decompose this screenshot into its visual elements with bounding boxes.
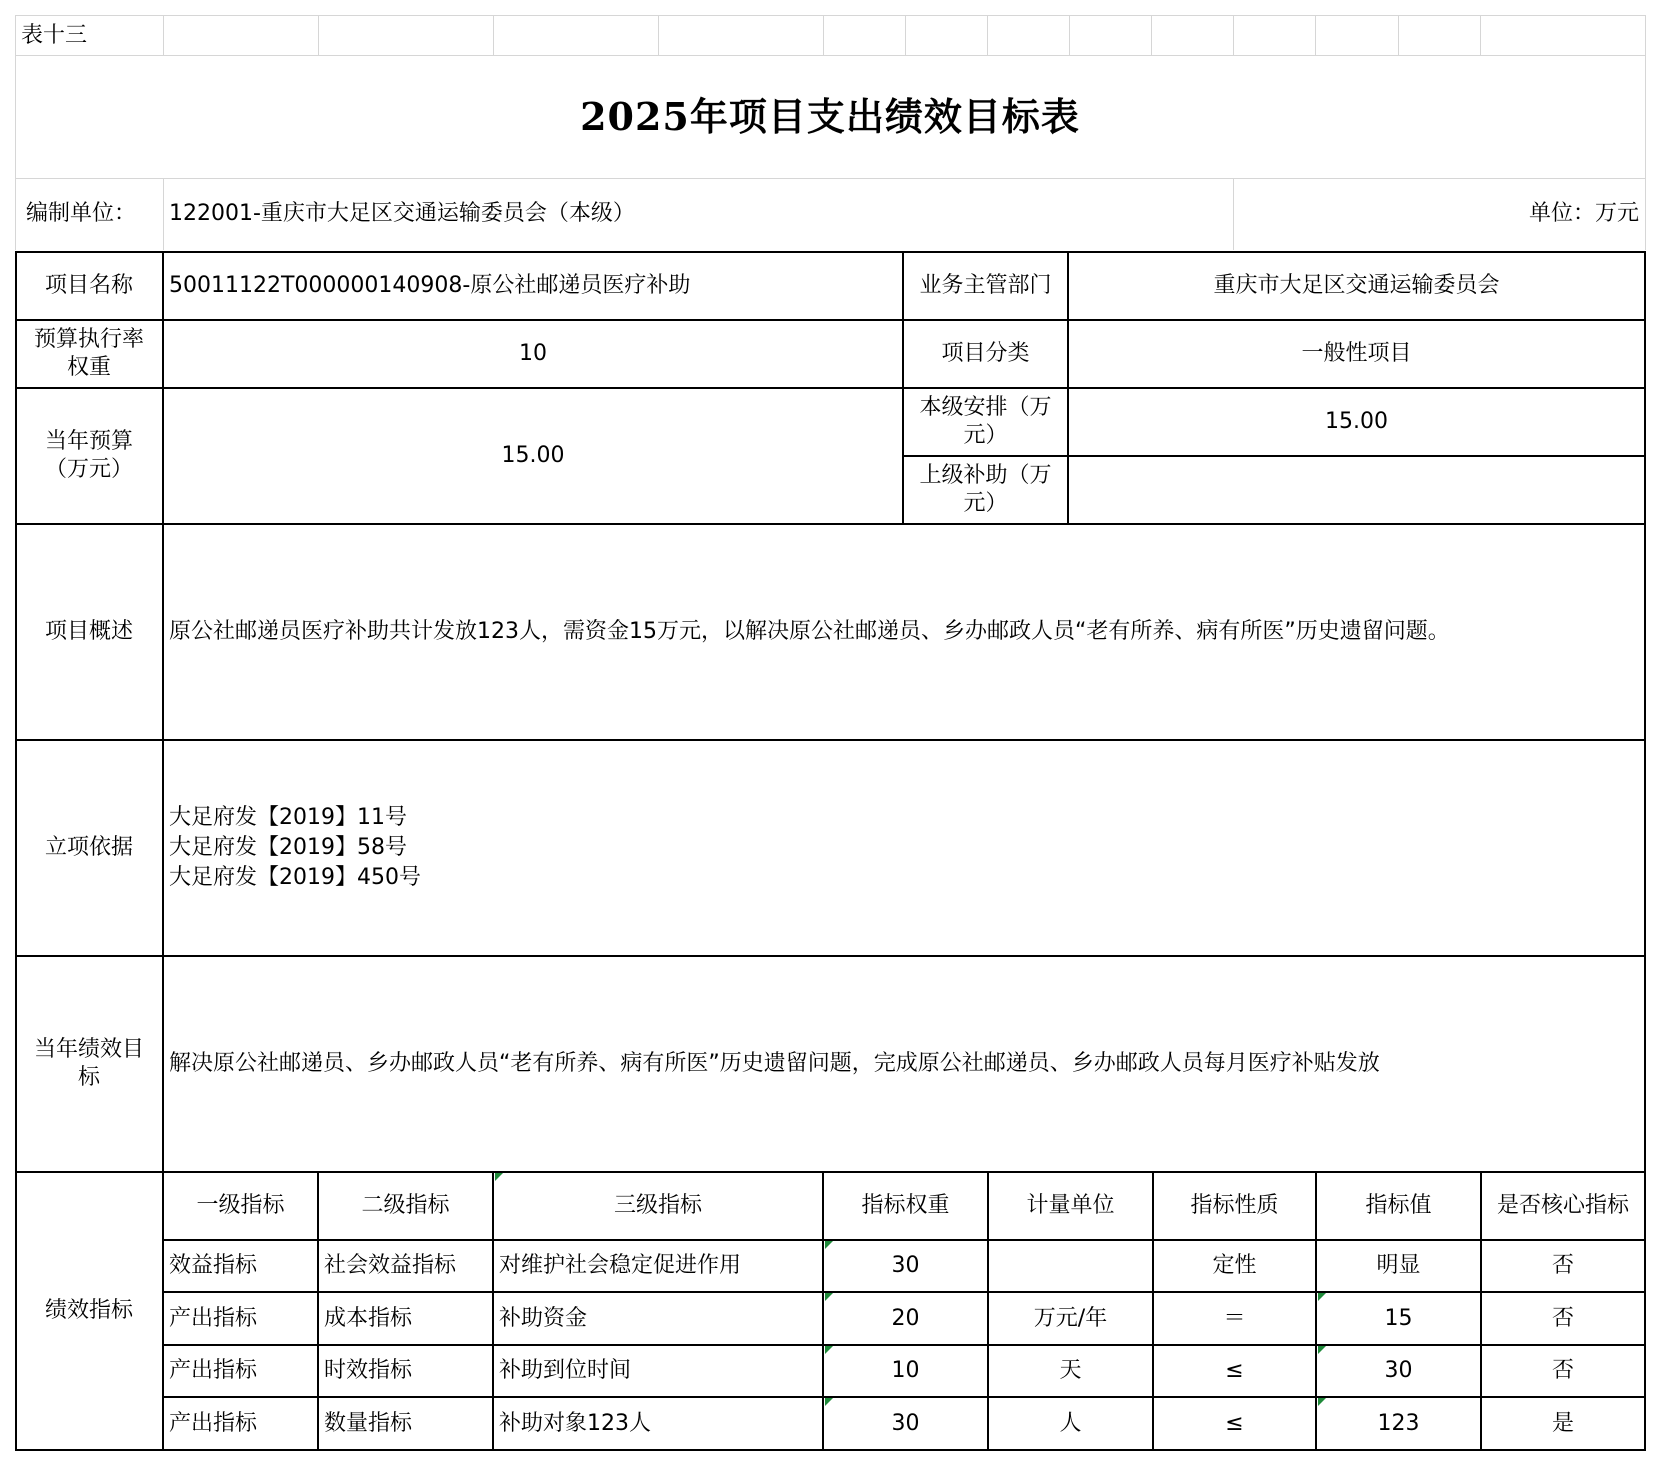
local-label: 本级安排（万 元） [919,395,1052,448]
indicator-cell: 30 [891,1410,920,1436]
indicator-cell: 否 [1551,1358,1574,1383]
indicator-header: 计量单位 [1026,1193,1115,1218]
indicator-header: 指标值 [1365,1193,1432,1218]
table-border [822,1171,824,1451]
indicator-header: 三级指标 [613,1193,702,1218]
gridline [1233,15,1234,55]
gridline [987,15,988,55]
table-border [1067,251,1069,525]
cell-marker-icon [495,1173,503,1181]
indicator-header: 二级指标 [361,1193,450,1218]
gridline [1398,15,1399,55]
gridline [658,15,659,55]
table-border [15,251,1646,253]
indicator-cell: ≤ [1225,1358,1244,1383]
indicator-header: 指标性质 [1190,1193,1279,1218]
cell-marker-icon [825,1293,833,1301]
indicator-cell: 否 [1551,1253,1574,1278]
indicator-cell: 人 [1059,1410,1082,1436]
table-border [15,523,1646,525]
table-border [1480,1171,1482,1451]
indicator-cell: 30 [1384,1358,1413,1383]
overview-value: 原公社邮递员医疗补助共计发放123人，需资金15万元，以解决原公社邮递员、乡办邮政人员“老有所养、病有所医”历史遗留问题。 [169,619,1450,644]
indicator-cell: 补助到位时间 [499,1358,632,1383]
table-border [15,1171,1646,1173]
indicator-cell: 补助对象123人 [499,1410,651,1436]
unit-label: 单位：万元 [1528,201,1639,226]
basis-label: 立项依据 [44,835,133,860]
gridline [1151,15,1152,55]
table-border [15,251,17,1451]
indicator-header: 是否核心指标 [1496,1193,1629,1218]
gridline [163,15,164,55]
indicator-cell: 对维护社会稳定促进作用 [499,1253,742,1278]
budget-value: 15.00 [501,443,565,468]
table-border [1315,1171,1317,1451]
indicator-cell: 定性 [1212,1253,1257,1278]
cell-marker-icon [1318,1293,1326,1301]
cell-marker-icon [825,1241,833,1249]
indicator-cell: 产出指标 [169,1305,258,1331]
gridline [1315,15,1316,55]
org-label: 编制单位： [26,201,137,226]
goal-value: 解决原公社邮递员、乡办邮政人员“老有所养、病有所医”历史遗留问题，完成原公社邮递员、乡办邮政人员每月医疗补贴发放 [169,1051,1380,1076]
gridline [15,178,1645,179]
gridline [493,15,494,55]
budget-label: 当年预算 （万元） [44,429,133,482]
dept-label: 业务主管部门 [919,273,1052,298]
indicator-cell: 10 [891,1358,920,1383]
indicator-cell: 产出指标 [169,1410,258,1436]
table-border [492,1171,494,1451]
indicator-cell: ≤ [1225,1410,1244,1436]
gridline [15,15,1645,16]
indicator-cell: 效益指标 [169,1253,258,1278]
upper-value [1068,456,1645,524]
upper-label: 上级补助（万 元） [919,463,1052,516]
overview-label: 项目概述 [44,619,133,644]
gridline [823,15,824,55]
indicator-cell: 是 [1551,1410,1574,1436]
table-border [1152,1171,1154,1451]
gridline [318,15,319,55]
table-border [1644,251,1646,1451]
basis-value: 大足府发【2019】11号 大足府发【2019】58号 大足府发【2019】450号 [169,805,421,890]
exec-weight-value: 10 [519,341,547,366]
table-border [317,1171,319,1451]
goal-label: 当年绩效目 标 [33,1037,144,1090]
project-name-value: 50011122T000000140908-原公社邮递员医疗补助 [169,273,691,298]
indicator-cell: 20 [891,1305,920,1331]
indicator-cell: ＝ [1223,1305,1246,1331]
gridline [1645,15,1646,250]
table-border [15,739,1646,741]
page-title: 2025年项目支出绩效目标表 [580,94,1080,139]
org-value: 122001-重庆市大足区交通运输委员会（本级） [169,201,635,226]
cell-marker-icon [1318,1346,1326,1354]
indicator-cell: 123 [1377,1410,1420,1436]
dept-value: 重庆市大足区交通运输委员会 [1213,273,1500,298]
indicator-cell: 产出指标 [169,1358,258,1383]
indicator-header: 指标权重 [861,1193,950,1218]
indicator-cell: 否 [1551,1305,1574,1331]
indicator-cell: 数量指标 [324,1410,413,1436]
indicator-cell: 天 [1059,1358,1082,1383]
table-border [163,1344,1646,1346]
cell-marker-icon [825,1346,833,1354]
table-border [15,955,1646,957]
table-border [987,1171,989,1451]
exec-weight-label: 预算执行率 权重 [33,327,144,380]
indicator-cell: 时效指标 [324,1358,413,1383]
indicators-label: 绩效指标 [44,1298,133,1323]
local-value: 15.00 [1325,409,1388,434]
gridline [1069,15,1070,55]
table-border [902,251,904,525]
table-border [15,1449,1646,1451]
indicator-cell: 成本指标 [324,1305,413,1331]
gridline [905,15,906,55]
project-name-label: 项目名称 [44,273,133,298]
indicator-header: 一级指标 [196,1193,285,1218]
indicator-cell: 社会效益指标 [324,1253,457,1278]
indicator-cell: 30 [891,1253,920,1278]
indicator-cell: 明显 [1376,1253,1421,1278]
gridline [1480,15,1481,55]
category-value: 一般性项目 [1301,341,1412,366]
cell-marker-icon [825,1398,833,1406]
sheet-label: 表十三 [21,23,88,48]
table-border [163,1291,1646,1293]
table-border [163,1239,1646,1241]
table-border [15,387,1646,389]
table-border [903,455,1646,457]
indicator-cell [988,1240,1153,1292]
indicator-cell: 万元/年 [1033,1305,1108,1331]
indicator-cell: 补助资金 [499,1305,588,1331]
category-label: 项目分类 [941,341,1030,366]
cell-marker-icon [1318,1398,1326,1406]
table-border [163,1396,1646,1398]
indicator-cell: 15 [1384,1305,1413,1331]
table-border [15,319,1646,321]
table-border [162,251,164,1451]
